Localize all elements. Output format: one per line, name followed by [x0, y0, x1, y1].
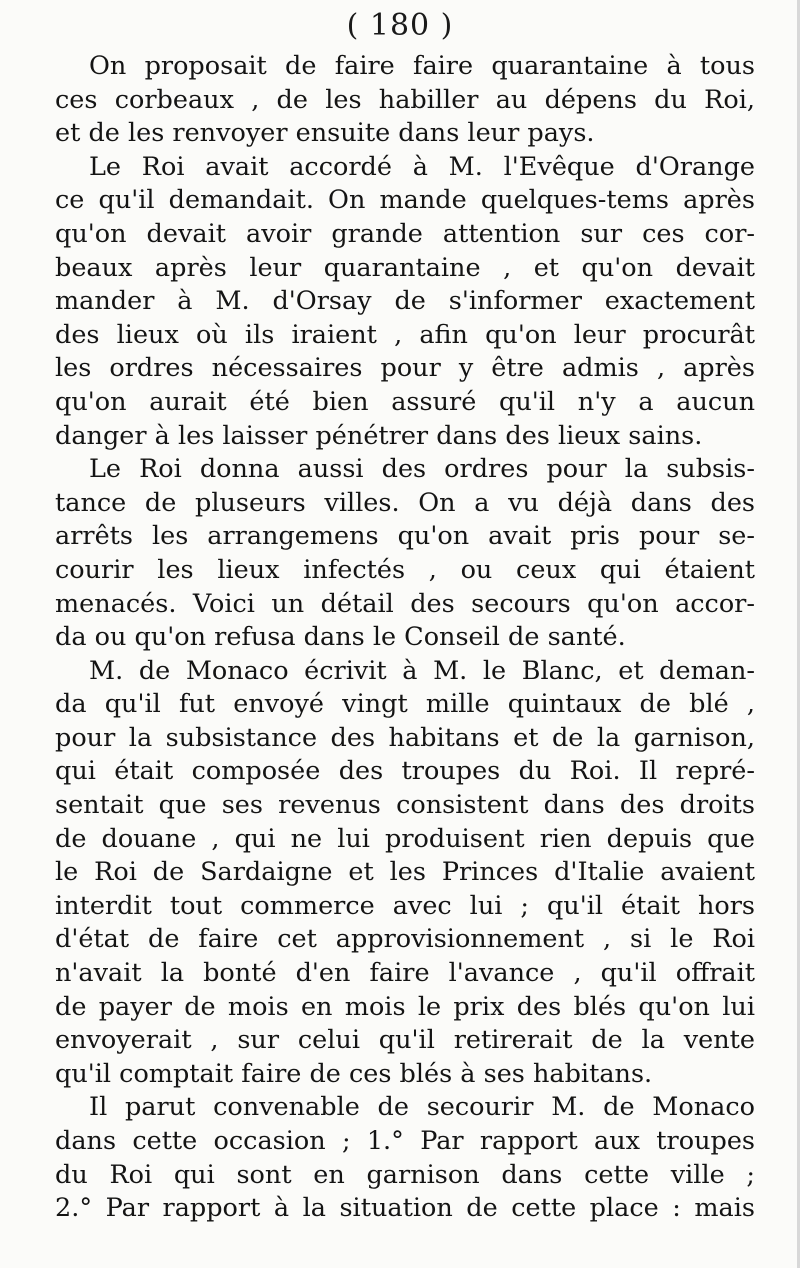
text-line: interdit tout commerce avec lui ; qu'il était hors: [55, 890, 755, 921]
text-line: 2.° Par rapport à la situation de cette place : mais: [55, 1193, 755, 1224]
text-line: des lieux où ils iraient , afin qu'on leur procurât: [55, 319, 755, 350]
text-line: On proposait de faire faire quarantaine à tous: [89, 51, 755, 81]
text-line: sentait que ses revenus consistent dans des droits: [55, 790, 755, 821]
text-line: et de les renvoyer ensuite dans leur pays.: [55, 118, 595, 149]
text-line: ces corbeaux , de les habiller au dépens du Roi,: [55, 84, 755, 115]
body-text: [55, 50, 755, 1226]
text-line: menacés. Voici un détail des secours qu'on accor-: [55, 588, 755, 619]
text-line: envoyerait , sur celui qu'il retirerait de la vente: [55, 1025, 755, 1056]
page-number: ( 180 ): [346, 8, 454, 43]
text-line: qu'on devait avoir grande attention sur ces cor-: [55, 218, 755, 249]
text-line: qui était composée des troupes du Roi. Il repré-: [55, 756, 755, 787]
text-line: pour la subsistance des habitans et de la garnison,: [55, 722, 755, 753]
text-line: courir les lieux infectés , ou ceux qui étaient: [55, 554, 755, 585]
text-line: le Roi de Sardaigne et les Princes d'Italie avaient: [55, 857, 755, 888]
text-line: dans cette occasion ; 1.° Par rapport aux troupes: [55, 1126, 755, 1156]
text-line: da ou qu'on refusa dans le Conseil de santé.: [55, 622, 626, 653]
text-line: de douane , qui ne lui produisent rien depuis que: [55, 823, 755, 854]
text-line: M. de Monaco écrivit à M. le Blanc, et deman-: [89, 655, 755, 686]
text-line: arrêts les arrangemens qu'on avait pris pour se-: [55, 521, 755, 552]
text-line: qu'on aurait été bien assuré qu'il n'y a aucun: [55, 386, 755, 417]
text-line: du Roi qui sont en garnison dans cette ville ;: [55, 1159, 755, 1190]
text-line: Le Roi avait accordé à M. l'Evêque d'Orange: [89, 151, 755, 182]
text-line: mander à M. d'Orsay de s'informer exactement: [55, 286, 755, 317]
text-line: ce qu'il demandait. On mande quelques-tems après: [55, 185, 755, 216]
text-line: d'état de faire cet approvisionnement , si le Roi: [55, 924, 755, 955]
text-line: danger à les laisser pénétrer dans des lieux sains.: [55, 420, 703, 451]
text-line: beaux après leur quarantaine , et qu'on devait: [55, 252, 755, 283]
text-line: Il parut convenable de secourir M. de Monaco: [89, 1092, 755, 1123]
text-line: tance de pluseurs villes. On a vu déjà dans des: [55, 487, 755, 518]
text-line: de payer de mois en mois le prix des blés qu'on lui: [55, 991, 755, 1022]
text-line: les ordres nécessaires pour y être admis , après: [55, 353, 755, 384]
text-line: Le Roi donna aussi des ordres pour la subsis-: [89, 454, 755, 485]
text-line: da qu'il fut envoyé vingt mille quintaux de blé ,: [55, 689, 755, 720]
text-line: qu'il comptait faire de ces blés à ses habitans.: [55, 1058, 653, 1089]
text-line: n'avait la bonté d'en faire l'avance , qu'il offrait: [55, 958, 755, 989]
